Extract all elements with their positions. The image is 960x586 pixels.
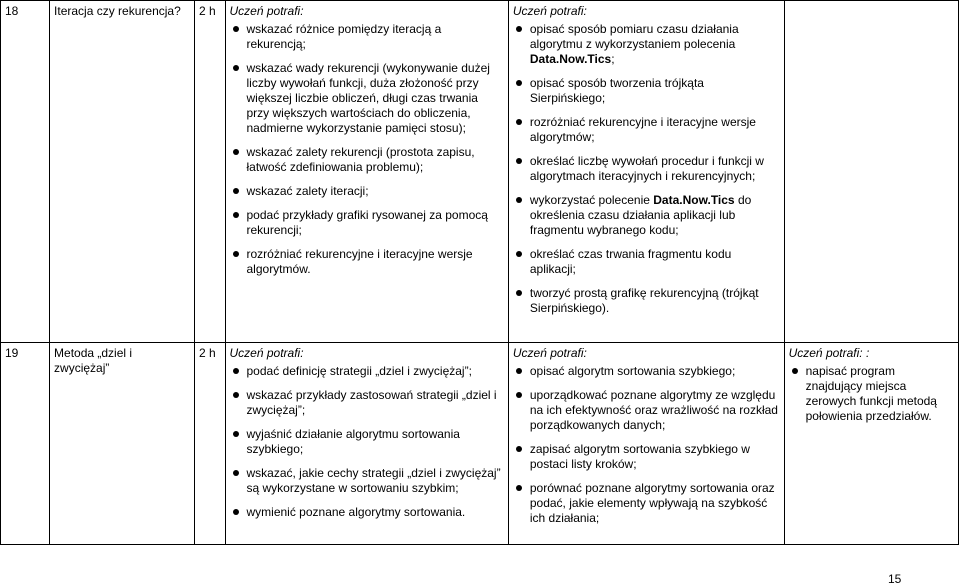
bullet-icon [233, 188, 239, 194]
lesson-title: Metoda „dziel i zwyciężaj” [50, 343, 195, 545]
lesson-number: 19 [1, 343, 50, 545]
extended-requirements-cell [508, 1, 784, 343]
extended-requirements-cell [508, 343, 784, 545]
bullet-icon [233, 509, 239, 515]
list-item: wskazać różnice pomiędzy iteracją a rekurencją; [230, 22, 504, 52]
bullet-icon [516, 290, 522, 296]
list-item: wyjaśnić działanie algorytmu sortowania szybkiego; [230, 427, 504, 457]
lesson-hours: 2 h [194, 343, 225, 545]
bullet-icon [233, 431, 239, 437]
list-item: wykorzystać polecenie Data.Now.Tics do określenia czasu działania aplikacji lub fragmentu wybranego kodu; [513, 193, 780, 238]
bullet-icon [516, 119, 522, 125]
list-item: zapisać algorytm sortowania szybkiego w postaci listy kroków; [513, 442, 780, 472]
list-item: wskazać wady rekurencji (wykonywanie dużej liczby wywołań funkcji, duża złożoność przy większej liczbie obliczeń, długi czas trwania przy większych wartościach do obliczenia, nadmierne wykorzystanie pamięci stosu); [230, 61, 504, 136]
list-item: wskazać zalety iteracji; [230, 184, 504, 199]
requirements-list [789, 364, 954, 424]
bullet-icon [516, 446, 522, 452]
list-item: uporządkować poznane algorytmy ze względu na ich efektywność oraz wrażliwość na rozkład porządkowanych danych; [513, 388, 780, 433]
list-item: podać definicję strategii „dziel i zwyciężaj”; [230, 364, 504, 379]
advanced-requirements-cell [784, 1, 958, 343]
list-item: opisać sposób tworzenia trójkąta Sierpińskiego; [513, 76, 780, 106]
requirements-heading: Uczeń potrafi: [229, 4, 304, 18]
list-item: określać liczbę wywołań procedur i funkcji w algorytmach iteracyjnych i rekurencyjnych; [513, 154, 780, 184]
requirements-heading: Uczeń potrafi: [512, 346, 587, 360]
code-term: Data.Now.Tics [653, 193, 735, 207]
bullet-icon [233, 149, 239, 155]
list-item: wskazać zalety rekurencji (prostota zapisu, łatwość zdefiniowania problemu); [230, 145, 504, 175]
advanced-requirements-cell [784, 343, 958, 545]
bullet-icon [516, 485, 522, 491]
bullet-icon [516, 251, 522, 257]
bullet-icon [516, 392, 522, 398]
list-item: tworzyć prostą grafikę rekurencyjną (trójkąt Sierpińskiego). [513, 286, 780, 316]
list-item: podać przykłady grafiki rysowanej za pomocą rekurencji; [230, 208, 504, 238]
list-item: wymienić poznane algorytmy sortowania. [230, 505, 504, 520]
list-item: napisać program znajdujący miejsca zerowych funkcji metodą połowienia przedziałów. [789, 364, 954, 424]
list-item: określać czas trwania fragmentu kodu aplikacji; [513, 247, 780, 277]
bullet-icon [516, 80, 522, 86]
bullet-icon [792, 368, 798, 374]
lesson-number: 18 [1, 1, 50, 343]
page-number: 15 [888, 572, 902, 586]
requirements-heading: Uczeń potrafi: [512, 4, 587, 18]
bullet-icon [233, 26, 239, 32]
bullet-icon [516, 26, 522, 32]
bullet-icon [516, 197, 522, 203]
list-item: wskazać, jakie cechy strategii „dziel i zwyciężaj” są wykorzystane w sortowaniu szybkim; [230, 466, 504, 496]
table-row [1, 1, 959, 343]
bullet-icon [233, 368, 239, 374]
list-item: opisać algorytm sortowania szybkiego; [513, 364, 780, 379]
bullet-icon [233, 212, 239, 218]
list-item: rozróżniać rekurencyjne i iteracyjne wersje algorytmów. [230, 247, 504, 277]
list-item: porównać poznane algorytmy sortowania oraz podać, jakie elementy wpływają na szybkość ich działania; [513, 481, 780, 526]
code-term: Data.Now.Tics [529, 52, 612, 66]
requirements-list [513, 22, 780, 316]
table-row [1, 343, 959, 545]
list-item: wskazać przykłady zastosowań strategii „dziel i zwyciężaj”; [230, 388, 504, 418]
list-item: rozróżniać rekurencyjne i iteracyjne wersje algorytmów; [513, 115, 780, 145]
requirements-list [230, 22, 504, 277]
bullet-icon [516, 158, 522, 164]
requirements-list [513, 364, 780, 526]
requirements-list [230, 364, 504, 520]
requirements-heading: Uczeń potrafi: [229, 346, 304, 360]
lesson-hours: 2 h [194, 1, 225, 343]
bullet-icon [233, 470, 239, 476]
lesson-title: Iteracja czy rekurencja? [50, 1, 195, 343]
bullet-icon [233, 392, 239, 398]
bullet-icon [516, 368, 522, 374]
requirements-heading: Uczeń potrafi: : [788, 346, 870, 360]
bullet-icon [233, 65, 239, 71]
list-item: opisać sposób pomiaru czasu działania algorytmu z wykorzystaniem polecenia Data.Now.Tics; [513, 22, 780, 67]
basic-requirements-cell [225, 343, 508, 545]
basic-requirements-cell [225, 1, 508, 343]
bullet-icon [233, 251, 239, 257]
